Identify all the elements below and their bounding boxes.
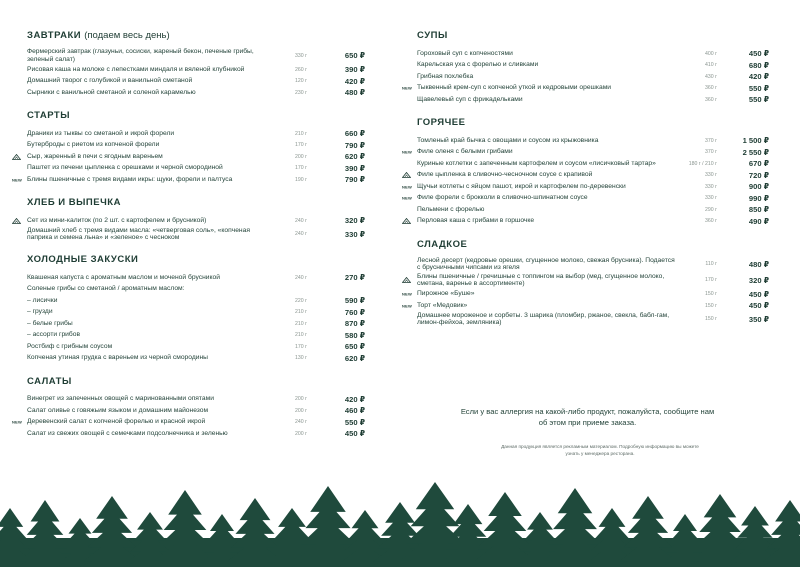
veggie-icon	[12, 154, 21, 160]
right-column	[402, 30, 770, 339]
new-badge: NEW	[12, 177, 22, 183]
item-name: – ассорти грибов	[27, 331, 81, 339]
menu-item	[12, 417, 367, 428]
item-price: 660 ₽	[344, 129, 365, 139]
item-name: Домашний творог с голубикой и ванильной сметаной	[27, 77, 193, 85]
item-name: Куриные котлетки с запеченным картофелем и соусом «лисичковый тартар»	[417, 159, 656, 167]
item-name: Лесной десерт (кедровые орешки, сгущенное молоко, свежая брусника). Подается с брусничными чипсами из ягеля	[417, 256, 675, 272]
menu-item	[402, 300, 770, 311]
item-weight: 210 г	[295, 332, 307, 339]
menu-item	[417, 135, 770, 146]
item-price: 420 ₽	[344, 394, 365, 404]
menu-item	[402, 147, 770, 158]
item-name: Сет из мини-калиток (по 2 шт. с картофелем и брусникой)	[27, 216, 207, 224]
menu-item	[27, 215, 367, 226]
item-price: 620 ₽	[344, 152, 365, 162]
item-price: 460 ₽	[344, 406, 365, 416]
veggie-icon	[402, 277, 411, 283]
new-badge: NEW	[402, 303, 412, 309]
item-price: 550 ₽	[748, 95, 769, 104]
item-list	[12, 394, 367, 440]
item-name: Рисовая каша на молоке с лепестками миндаля и вяленой клубникой	[27, 65, 245, 73]
item-name: Щучьи котлеты с яйцом пашот, икрой и картофелем по-деревенски	[417, 182, 626, 190]
item-price: 330 ₽	[344, 229, 365, 239]
item-price: 650 ₽	[344, 51, 365, 61]
section-title: СУПЫ	[417, 30, 448, 41]
item-list	[27, 48, 367, 98]
menu-item	[27, 394, 367, 405]
item-price: 850 ₽	[748, 205, 769, 214]
menu-item	[27, 295, 367, 306]
item-name: Пирожное «Буше»	[417, 290, 475, 298]
item-name: – грузди	[27, 308, 53, 316]
menu-item	[27, 272, 367, 283]
item-weight: 360 г	[705, 218, 717, 224]
item-price: 490 ₽	[748, 216, 769, 226]
item-name: Паштет из печени цыпленка с орешками и черной смородиной	[27, 164, 223, 172]
item-list	[27, 272, 367, 364]
section-salads	[12, 375, 367, 440]
item-weight: 240 г	[295, 217, 307, 224]
item-price: 870 ₽	[344, 319, 365, 329]
new-badge: NEW	[402, 184, 412, 189]
item-price: 650 ₽	[344, 342, 365, 352]
section-starters	[12, 110, 367, 185]
menu-item	[417, 204, 770, 215]
menu-item	[27, 227, 367, 243]
item-price: 590 ₽	[344, 296, 365, 306]
item-name: – белые грибы	[27, 319, 73, 327]
item-price: 450 ₽	[748, 301, 769, 311]
item-weight: 370 г	[705, 149, 717, 155]
item-price: 390 ₽	[344, 65, 365, 75]
item-weight: 370 г	[705, 137, 717, 144]
item-price: 1 500 ₽	[742, 136, 769, 145]
item-price: 580 ₽	[344, 330, 365, 340]
item-weight: 130 г	[295, 355, 307, 362]
menu-item	[27, 76, 367, 87]
item-name: Домашнее мороженое и сорбеты. 3 шарика (пломбир, ржаное, свекла, бабл-гам, лимон-фейхоа, земляника)	[417, 311, 670, 327]
menu-item	[417, 60, 770, 71]
item-weight: 200 г	[295, 407, 307, 414]
new-badge: NEW	[12, 419, 22, 425]
left-column	[12, 30, 367, 451]
item-name: Драники из тыквы со сметаной и икрой форели	[27, 129, 175, 137]
item-price: 720 ₽	[748, 170, 769, 180]
item-weight: 190 г	[295, 176, 307, 183]
section-title: ГОРЯЧЕЕ	[417, 117, 466, 128]
item-weight: 410 г	[705, 62, 717, 68]
item-weight: 330 г	[705, 183, 717, 190]
menu-item	[27, 353, 367, 364]
item-price: 2 550 ₽	[742, 147, 769, 157]
item-price: 450 ₽	[748, 289, 769, 299]
item-weight: 150 г	[705, 291, 717, 298]
item-weight: 400 г	[705, 50, 717, 57]
menu-item	[417, 273, 770, 289]
item-price: 480 ₽	[748, 259, 769, 269]
item-weight: 220 г	[295, 297, 307, 304]
item-weight: 170 г	[295, 165, 307, 172]
item-weight: 150 г	[705, 316, 717, 323]
item-name: Томленый край бычка с овощами и соусом из крыжовника	[417, 136, 599, 144]
menu-item	[12, 174, 367, 185]
item-name: – лисички	[27, 296, 58, 304]
forest-illustration	[0, 478, 800, 567]
menu-item	[417, 48, 770, 59]
new-badge: NEW	[402, 149, 412, 155]
menu-item	[417, 170, 770, 181]
menu-item	[27, 330, 367, 341]
veggie-icon	[12, 218, 21, 224]
item-name: Щавелевый суп с фрикадельками	[417, 95, 523, 103]
item-price: 550 ₽	[344, 417, 365, 427]
item-name: Салат оливье с говяжьим языком и домашним майонезом	[27, 406, 209, 414]
item-name: Грибная похлебка	[417, 72, 474, 80]
section-desserts	[402, 238, 770, 328]
menu-item	[417, 158, 770, 169]
menu-item	[27, 48, 367, 64]
section-soups	[402, 30, 770, 105]
item-price: 790 ₽	[344, 140, 365, 150]
section-subtitle: (подаем весь день)	[84, 30, 170, 41]
item-name: Блины пшеничные с тремя видами икры: щуки, форели и палтуса	[27, 175, 233, 183]
item-weight: 170 г	[295, 142, 307, 149]
item-price: 420 ₽	[748, 72, 769, 81]
section-hot	[402, 117, 770, 227]
menu-item	[27, 341, 367, 352]
menu-item	[27, 428, 367, 439]
item-name: Пельмени с форелью	[417, 205, 485, 213]
item-weight: 240 г	[295, 274, 307, 281]
item-weight: 430 г	[705, 73, 717, 80]
new-badge: NEW	[402, 291, 412, 297]
section-bread	[27, 197, 367, 242]
menu-item	[27, 318, 367, 329]
item-price: 760 ₽	[344, 307, 365, 317]
item-name: Ростбиф с грибным соусом	[27, 342, 113, 350]
item-weight: 360 г	[705, 85, 717, 91]
item-name: Винегрет из запеченных овощей с маринованными опятами	[27, 395, 214, 403]
item-price: 620 ₽	[344, 353, 365, 363]
section-title-text: ЗАВТРАКИ	[27, 30, 82, 41]
item-weight: 120 г	[295, 78, 307, 85]
item-price: 390 ₽	[344, 163, 365, 173]
new-badge: NEW	[402, 85, 412, 91]
menu-item	[27, 128, 367, 139]
item-list	[12, 128, 367, 185]
item-price: 450 ₽	[748, 49, 769, 58]
item-name: Деревенский салат с копченой форелью и красной икрой	[27, 418, 206, 426]
section-title: ХОЛОДНЫЕ ЗАКУСКИ	[27, 254, 139, 266]
item-price: 270 ₽	[344, 273, 365, 283]
item-name: Филе оленя с белыми грибами	[417, 148, 513, 156]
section-title: СЛАДКОЕ	[417, 238, 468, 250]
item-weight: 200 г	[295, 153, 307, 160]
item-price: 350 ₽	[748, 314, 769, 324]
section-title: САЛАТЫ	[27, 375, 72, 387]
section-breakfast	[27, 30, 367, 98]
item-weight: 200 г	[295, 396, 307, 403]
item-weight: 150 г	[705, 302, 717, 309]
veggie-icon	[402, 172, 411, 178]
item-price: 680 ₽	[748, 60, 769, 70]
section-title: ХЛЕБ И ВЫПЕЧКА	[27, 197, 121, 209]
item-weight: 170 г	[295, 343, 307, 350]
veggie-icon	[402, 218, 411, 224]
section-cold	[27, 254, 367, 364]
menu-item	[27, 64, 367, 75]
disclaimer: Данная продукция является рекламным материалом. Подробную информацию вы можете узнать у менеджера ресторана.	[501, 444, 699, 456]
item-price: 320 ₽	[748, 275, 769, 285]
menu-item	[402, 83, 770, 94]
item-weight: 240 г	[295, 419, 307, 426]
item-weight: 230 г	[295, 89, 307, 96]
item-name: Карельская уха с форелью и сливками	[417, 61, 539, 69]
menu-item	[27, 87, 367, 98]
item-price: 790 ₽	[344, 175, 365, 185]
item-weight: 330 г	[705, 172, 717, 178]
item-name: Торт «Медовик»	[417, 301, 468, 309]
section-title	[27, 30, 367, 41]
menu-item	[27, 405, 367, 416]
item-price: 670 ₽	[748, 159, 769, 168]
item-name: Квашеная капуста с ароматным маслом и моченой брусникой	[27, 273, 220, 281]
item-list	[402, 135, 770, 227]
item-name: Бутерброды с риетом из копченой форели	[27, 141, 160, 149]
item-name: Тыквенный крем-суп с копченой уткой и кедровыми орешками	[417, 84, 612, 92]
menu-item	[27, 151, 367, 162]
item-price: 900 ₽	[748, 182, 769, 191]
item-weight: 290 г	[705, 206, 717, 213]
item-weight: 180 г / 210 г	[688, 160, 717, 167]
item-weight: 330 г	[295, 52, 307, 59]
menu-item	[402, 181, 770, 192]
item-name: Копченая утиная грудка с вареньем из черной смородины	[27, 354, 208, 362]
allergy-note: Если у вас аллергия на какой-либо продукт, пожалуйста, сообщите нам об этом при приеме заказа.	[460, 407, 715, 427]
item-weight: 170 г	[705, 277, 717, 284]
item-price: 450 ₽	[344, 429, 365, 439]
item-name: Салат из свежих овощей с семечками подсолнечника и зеленью	[27, 429, 228, 437]
item-name: Филе форели с брокколи в сливочно-шпинатном соусе	[417, 194, 588, 202]
item-weight: 110 г	[705, 261, 717, 268]
item-price: 550 ₽	[748, 83, 769, 93]
item-weight: 360 г	[705, 96, 717, 103]
item-name: Перловая каша с грибами в горшочке	[417, 217, 535, 225]
menu-item	[27, 284, 367, 295]
item-weight: 210 г	[295, 130, 307, 137]
item-list	[402, 256, 770, 328]
menu-item	[417, 312, 770, 328]
item-price: 320 ₽	[344, 216, 365, 226]
menu-item	[417, 216, 770, 227]
menu-item	[417, 94, 770, 105]
item-price: 420 ₽	[344, 76, 365, 86]
item-name: Фермерский завтрак (глазуньи, сосиски, жареный бекон, печеные грибы, зеленый салат)	[27, 48, 254, 63]
item-name: Сыр, жаренный в печи с ягодным вареньем	[27, 152, 163, 160]
item-weight: 330 г	[705, 195, 717, 201]
item-name: Блины пшеничные / гречишные с топпингом на выбор (мед, сгущенное молоко, сметана, варенье в ассортименте)	[417, 272, 665, 288]
menu-item	[417, 257, 770, 273]
item-name: Соленые грибы со сметаной / ароматным маслом:	[27, 285, 185, 293]
item-name: Домашний хлеб с тремя видами масла: «четверговая соль», «копченая паприка и семена льна» и «зеленое» с чесноком	[27, 226, 250, 242]
menu-item	[27, 140, 367, 151]
item-price: 480 ₽	[344, 88, 365, 98]
menu-item	[27, 307, 367, 318]
menu-item	[417, 71, 770, 82]
menu-item	[402, 193, 770, 204]
item-weight: 210 г	[295, 309, 307, 316]
item-list	[27, 215, 367, 242]
menu-item	[27, 163, 367, 174]
item-weight: 210 г	[295, 320, 307, 327]
section-title: СТАРТЫ	[27, 110, 71, 122]
new-badge: NEW	[402, 195, 412, 201]
menu-item	[402, 289, 770, 300]
item-weight: 200 г	[295, 430, 307, 437]
item-weight: 240 г	[295, 231, 307, 238]
item-weight: 260 г	[295, 66, 307, 73]
item-price: 990 ₽	[748, 193, 769, 203]
item-name: Филе цыпленка в сливочно-чесночном соусе с крапивой	[417, 171, 593, 179]
item-list	[402, 48, 770, 105]
item-name: Сырники с ванильной сметаной и соленой карамелью	[27, 88, 196, 96]
item-name: Гороховый суп с копченостями	[417, 49, 513, 57]
